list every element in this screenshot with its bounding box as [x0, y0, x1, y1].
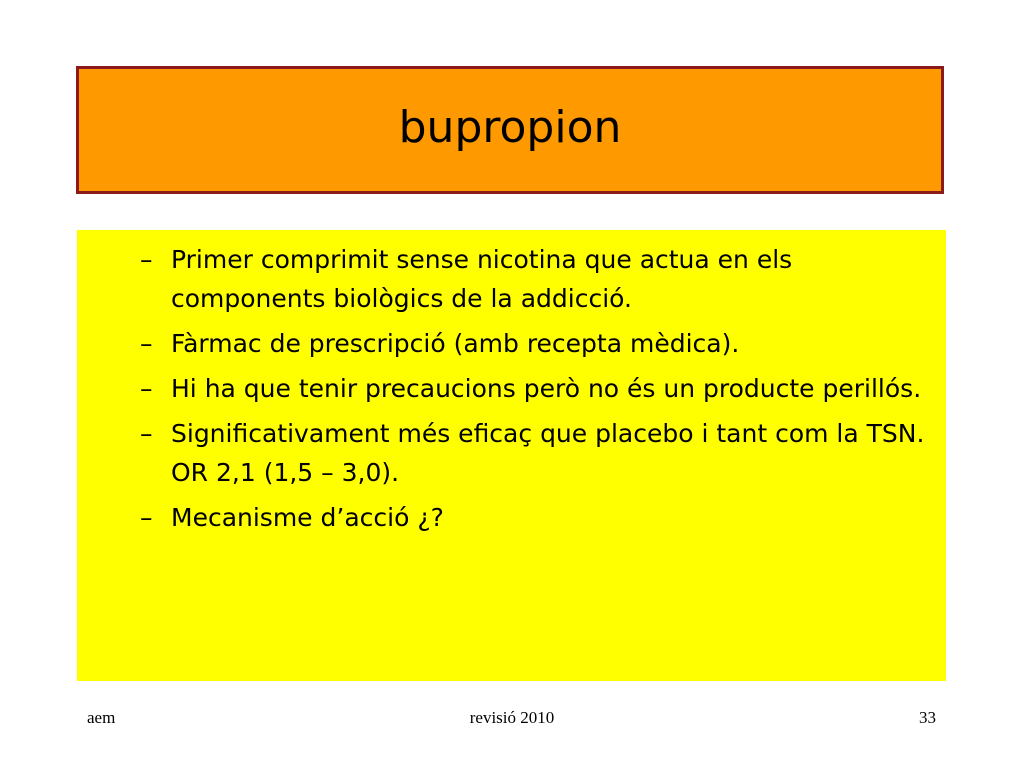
bullet-dash: – [140, 329, 153, 358]
bullet-dash: – [140, 245, 153, 274]
bullet-dash: – [140, 503, 153, 532]
content-box [77, 230, 946, 681]
bullet-item [140, 498, 926, 537]
bullet-item [140, 240, 926, 318]
bullet-item [140, 369, 926, 408]
bullet-item [140, 414, 926, 492]
bullet-text: Fàrmac de prescripció (amb recepta mèdica). [171, 329, 740, 358]
bullet-dash: – [140, 374, 153, 403]
bullet-dash: – [140, 419, 153, 448]
bullet-item [140, 324, 926, 363]
bullet-text: Hi ha que tenir precaucions però no és un producte perillós. [171, 374, 922, 403]
bullet-list [77, 230, 946, 537]
title-box [76, 66, 944, 194]
footer-author: aem [87, 708, 116, 727]
footer-revision: revisió 2010 [469, 708, 555, 727]
bullet-text: Significativament més eficaç que placebo i tant com la TSN. OR 2,1 (1,5 – 3,0). [171, 419, 925, 487]
bullet-text: Primer comprimit sense nicotina que actua en els components biològics de la addicció. [171, 245, 793, 313]
footer-page-number: 33 [919, 708, 936, 727]
slide-title: bupropion [398, 101, 622, 153]
bullet-text: Mecanisme d’acció ¿? [171, 503, 444, 532]
